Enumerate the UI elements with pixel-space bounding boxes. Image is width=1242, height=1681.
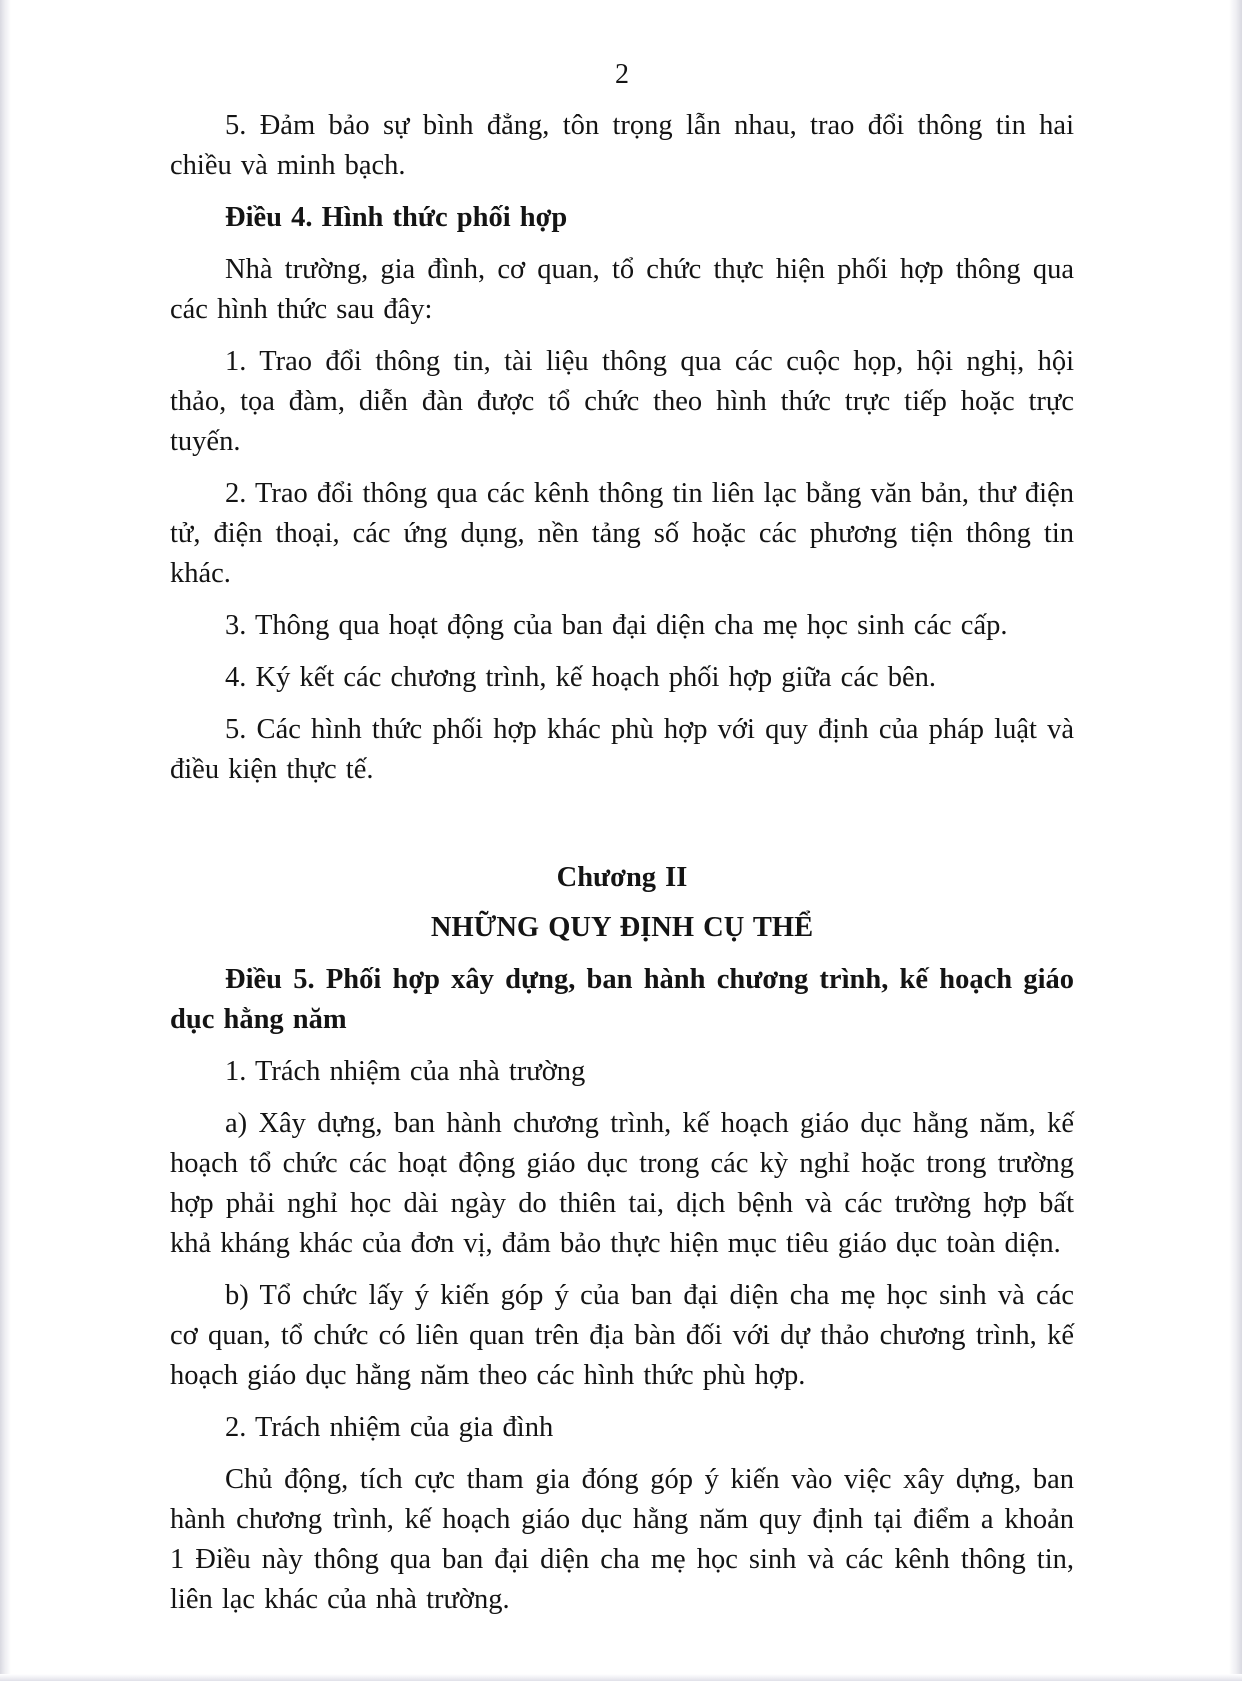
paragraph-article-5-item-2: 2. Trách nhiệm của gia đình: [225, 1412, 554, 1443]
page-number: 2: [615, 59, 629, 90]
paragraph-article-4-item-3: 3. Thông qua hoạt động của ban đại diện cha mẹ học sinh các cấp.: [225, 610, 1008, 641]
paragraph-article-4-item-2: 2. Trao đổi thông qua các kênh thông tin liên lạc bằng văn bản, thư điện tử, điện thoại, các ứng dụng, nền tảng số hoặc các phương tiện thông tin khác.: [170, 478, 1074, 589]
paragraph-article-5-item-1: 1. Trách nhiệm của nhà trường: [225, 1056, 586, 1087]
heading-article-4: Điều 4. Hình thức phối hợp: [225, 202, 568, 233]
chapter-label: Chương II: [556, 862, 688, 893]
paragraph-article-4-item-1: 1. Trao đổi thông tin, tài liệu thông qua các cuộc họp, hội nghị, hội thảo, tọa đàm, diễn đàn được tổ chức theo hình thức trực tiếp hoặc trực tuyến.: [170, 346, 1074, 457]
paragraph-article-5-item-2-body: Chủ động, tích cực tham gia đóng góp ý kiến vào việc xây dựng, ban hành chương trình, kế hoạch giáo dục hằng năm quy định tại điểm a khoản 1 Điều này thông qua ban đại diện cha mẹ học sinh và các kênh thông tin, liên lạc khác của nhà trường.: [170, 1464, 1074, 1615]
viewer-edge-left: [0, 0, 11, 1681]
heading-article-5: Điều 5. Phối hợp xây dựng, ban hành chương trình, kế hoạch giáo dục hằng năm: [170, 964, 1074, 1035]
paragraph-article-5-item-1a: a) Xây dựng, ban hành chương trình, kế hoạch giáo dục hằng năm, kế hoạch tổ chức các hoạt động giáo dục trong các kỳ nghỉ hoặc trong trường hợp phải nghỉ học dài ngày do thiên tai, dịch bệnh và các trường hợp bất khả kháng khác của đơn vị, đảm bảo thực hiện mục tiêu giáo dục toàn diện.: [170, 1108, 1074, 1259]
paragraph-equality: 5. Đảm bảo sự bình đẳng, tôn trọng lẫn nhau, trao đổi thông tin hai chiều và minh bạch.: [170, 110, 1074, 181]
viewer-edge-bottom: [0, 1674, 1242, 1681]
paragraph-article-4-intro: Nhà trường, gia đình, cơ quan, tổ chức thực hiện phối hợp thông qua các hình thức sau đây:: [170, 254, 1074, 325]
viewer-edge-right: [1229, 0, 1242, 1681]
paragraph-article-5-item-1b: b) Tổ chức lấy ý kiến góp ý của ban đại diện cha mẹ học sinh và các cơ quan, tổ chức có liên quan trên địa bàn đối với dự thảo chương trình, kế hoạch giáo dục hằng năm theo các hình thức phù hợp.: [170, 1280, 1074, 1391]
paragraph-article-4-item-5: 5. Các hình thức phối hợp khác phù hợp với quy định của pháp luật và điều kiện thực tế.: [170, 714, 1074, 785]
paragraph-article-4-item-4: 4. Ký kết các chương trình, kế hoạch phối hợp giữa các bên.: [225, 662, 937, 693]
chapter-title: NHỮNG QUY ĐỊNH CỤ THỂ: [430, 912, 814, 943]
